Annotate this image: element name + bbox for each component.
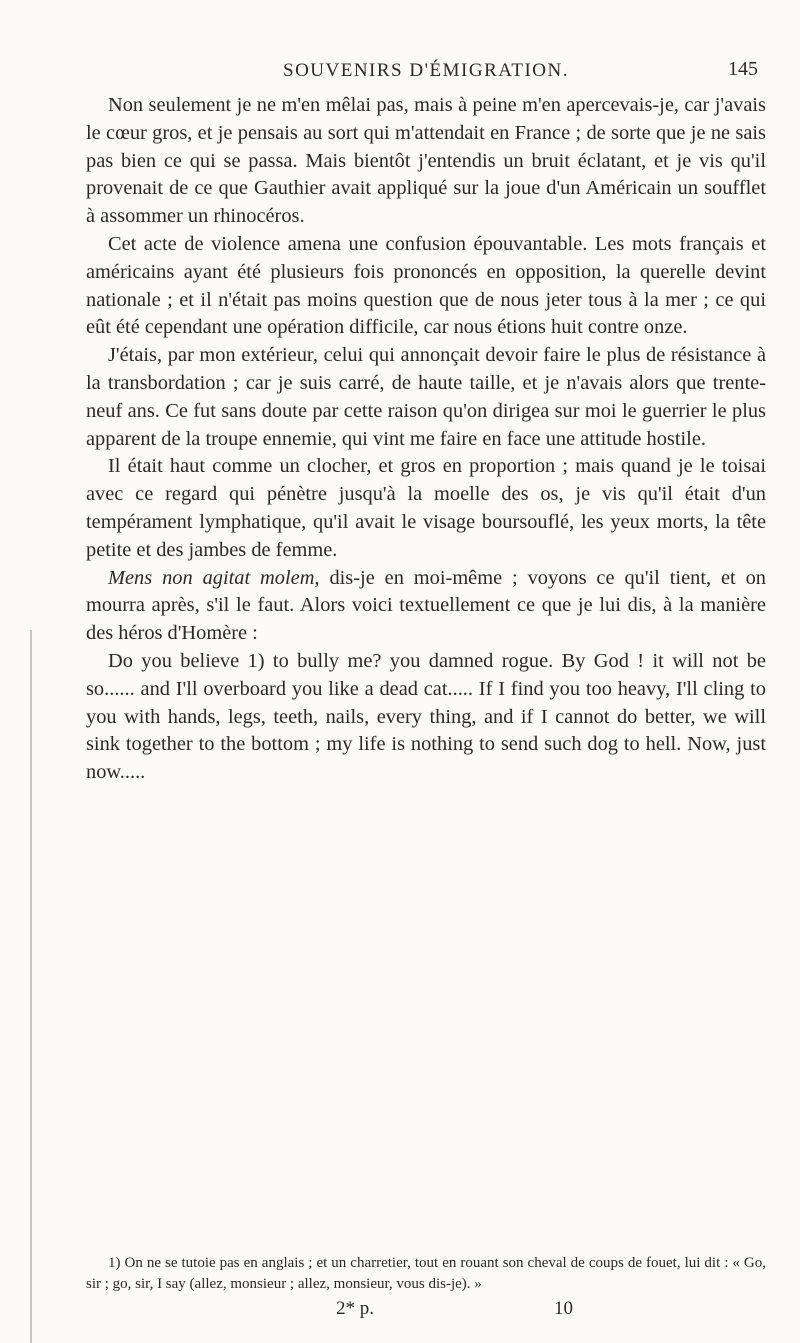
sheet-number: 10 (554, 1298, 573, 1319)
paragraph-3: J'étais, par mon extérieur, celui qui annonçait devoir faire le plus de résistance à la transbordation ; car je suis carré, de haute taille, et je n'avais alors que trente-neuf ans. Ce fut sans doute par cette raison qu'on dirigea sur moi le guerrier le plus apparent de la troupe ennemie, qui vint me faire en face une attitude hostile. (86, 344, 766, 450)
page-number: 145 (728, 58, 758, 80)
paragraph-4: Il était haut comme un clocher, et gros en proportion ; mais quand je le toisai avec ce regard qui pénètre jusqu'à la moelle des os, je vis qu'il était d'un tempérament lymphatique, qu'il avait le visage boursouflé, les yeux morts, la tête petite et des jambes de femme. (86, 455, 766, 561)
latin-quote: Mens non agitat molem, (108, 566, 320, 589)
signature-mark: 2* p. (336, 1298, 374, 1319)
page-header (86, 56, 766, 86)
footnote (86, 1253, 766, 1295)
paragraph-5-text: dis-je en moi-même ; voyons ce qu'il tient, et on mourra après, s'il le faut. Alors voici textuellement ce que je lui dis, à la manière des héros d'Homère : (86, 566, 767, 645)
paragraph-2: Cet acte de violence amena une confusion épouvantable. Les mots français et américains ayant été plusieurs fois prononcés en opposition, la querelle devint nationale ; et il n'était pas moins question que de nous jeter tous à la mer ; ce qui eût été cependant une opération difficile, car nous étions huit contre onze. (86, 232, 766, 339)
page-footer (86, 1298, 766, 1328)
paragraph-1: Non seulement je ne m'en mêlai pas, mais à peine m'en apercevais-je, car j'avais le cœur gros, et je pensais au sort qui m'attendait en France ; de sorte que je ne sais pas bien ce qui se passa. Mais bientôt j'entendis un bruit éclatant, et je vis qu'il provenait de ce que Gauthier avait appliqué sur la joue d'un Américain un soufflet à assommer un rhinocéros. (86, 94, 766, 228)
running-head: SOUVENIRS D'ÉMIGRATION. (283, 60, 569, 81)
footnote-text: 1) On ne se tutoie pas en anglais ; et un charretier, tout en rouant son cheval de coups de fouet, lui dit : « Go, sir ; go, sir, I say (allez, monsieur ; allez, monsieur, vous dis-je). » (86, 1255, 766, 1292)
page-edge-line (30, 630, 32, 1343)
paragraph-6: Do you believe 1) to bully me? you damned rogue. By God ! it will not be so...... and I'll overboard you like a dead cat..... If I find you too heavy, I'll cling to you with hands, legs, teeth, nails, every thing, and if I cannot do better, we will sink together to the bottom ; my life is nothing to send such dog to hell. Now, just now..... (86, 649, 766, 784)
paragraph-5 (86, 565, 766, 648)
body-text (86, 92, 766, 787)
